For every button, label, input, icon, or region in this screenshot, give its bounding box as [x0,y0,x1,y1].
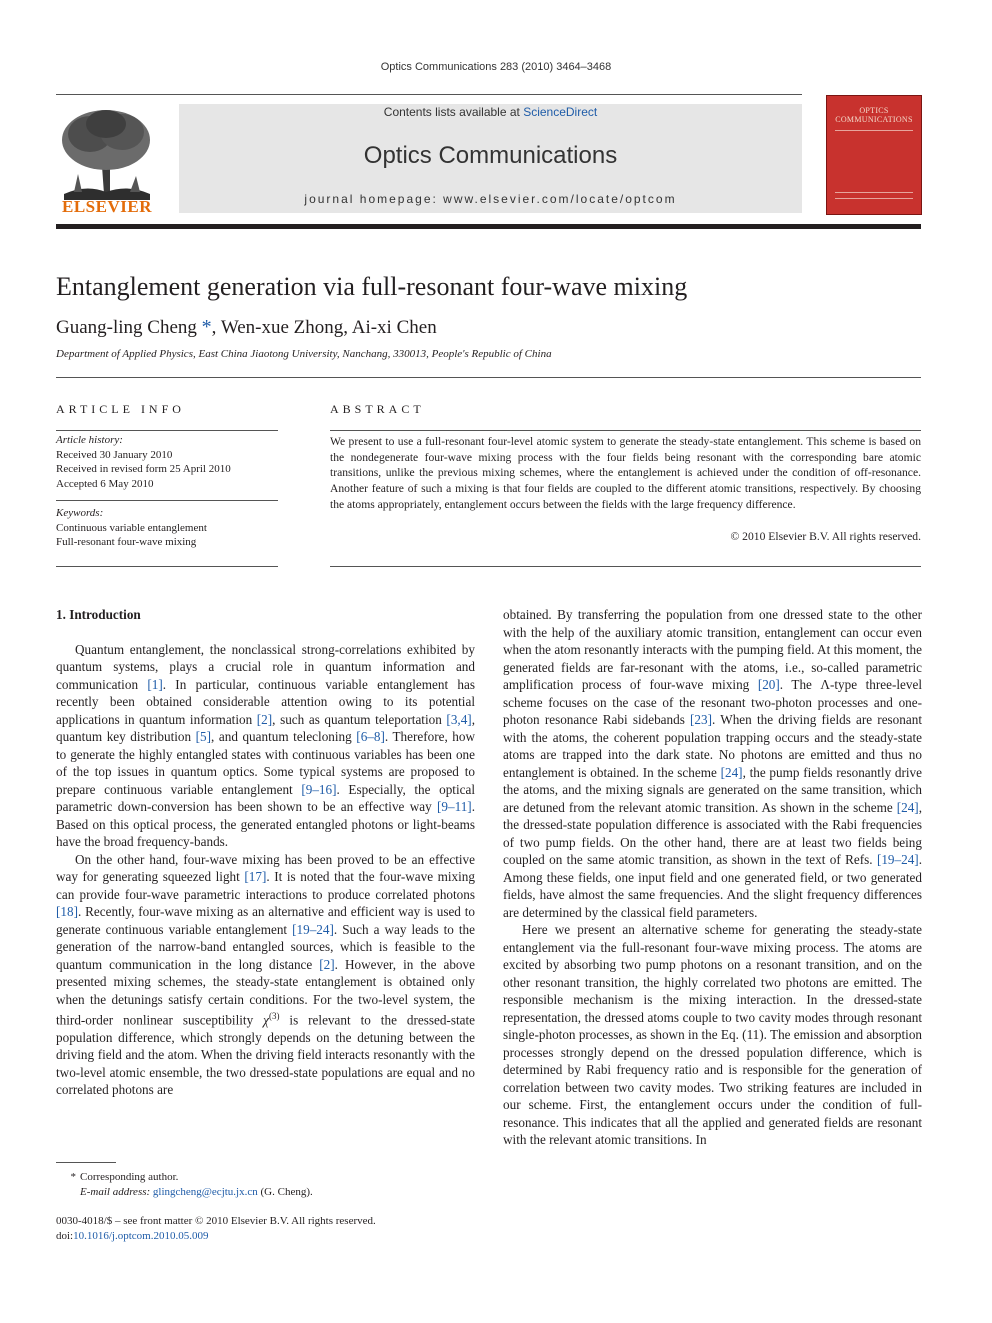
abstract-heading: ABSTRACT [330,402,425,416]
citation-link[interactable]: [9–11] [437,799,472,814]
keywords: Keywords: Continuous variable entanglement Full-resonant four-wave mixing [56,507,207,548]
journal-cover-thumbnail: OPTICS COMMUNICATIONS [826,95,922,215]
doi-line: doi:10.1016/j.optcom.2010.05.009 [56,1229,209,1242]
article-history: Article history: Received 30 January 2010 Received in revised form 25 April 2010 Accepted 6 May 2010 [56,434,231,490]
corresponding-author-marker[interactable]: * [201,316,212,338]
citation-link[interactable]: [2] [256,711,273,727]
publisher-wordmark: ELSEVIER [62,197,152,216]
body-paragraph: obtained. By transferring the population from one dressed state to the other with the help of the auxiliary atomic transition, entanglement can occur even when the atom resonantly interacts with the pumping field. At this moment, the generated fields are far-resonant with the atoms, i.e., so-called parametric amplification process of four-wave mixing [20]. The Λ-type three-level scheme focuses on the case of the resonant two-photon processes and one-photon resonance Rabi sidebands [23]. When the driving fields are resonant with the atoms, the coherent population trapping occurs and the steady-state atoms are trapped into the dark state. No photons are emitted and thus no entanglement is obtained. In the scheme [24], the pump fields resonantly drive the atoms, and the mixing signals are generated on the same transition, which are detuned from the relevant atomic transition. As shown in the scheme [24], the dressed-state population difference is associated with the Rabi frequencies of two pump fields. On the other hand, there are at least two fields being coupled on the same atomic transition, as shown in the text of Refs. [19–24]. Among these fields, one input field and one generated field, or two generated fields, have almost the same frequencies. And the slight frequency differences are determined by the classical field parameters. [503,607,922,920]
divider [56,430,278,431]
history-accepted: Accepted 6 May 2010 [56,477,154,490]
header-top-rule [56,94,802,95]
citation-link[interactable]: [3,4] [446,711,472,727]
header-thick-rule [56,224,921,229]
citation-link[interactable]: [20] [757,677,780,692]
citation-link[interactable]: [24] [896,799,919,815]
footnote-marker: * [70,1171,76,1183]
email-link[interactable]: glingcheng@ecjtu.jx.cn [152,1186,258,1198]
citation-link[interactable]: [5] [195,729,212,744]
divider [330,566,921,567]
front-matter [56,1214,376,1243]
journal-banner [179,104,802,213]
author-list: Guang-ling Cheng *, Wen-xue Zhong, Ai-xi Chen [56,316,437,338]
contents-line: Contents lists available at ScienceDirect [383,105,598,119]
article-info-heading: ARTICLE INFO [56,402,185,416]
citation-link[interactable]: [17] [244,869,267,884]
history-received: Received 30 January 2010 [56,448,173,461]
history-revised: Received in revised form 25 April 2010 [56,463,231,475]
body-paragraph: Quantum entanglement, the nonclassical strong-correlations exhibited by quantum systems, plays a crucial role in quantum information and communication [1]. In particular, continuous variable entanglement has recently been obtained considerable attention owing to its potential applications in quantum information [2], such as quantum teleportation [3,4], quantum key distribution [5], and quantum telecloning [6–8]. Therefore, how to generate the highly entangled states with continuous variables has been one of the top issues in quantum optics. Some typical systems are proposed to prepare continuous variable entanglement [9–16]. Especially, the optical parametric down-conversion has been shown to be an effective way [9–11]. Based on this optical process, the generated entangled photons or light-beams have the broad frequency-bands. [56,641,476,849]
abstract-copyright: © 2010 Elsevier B.V. All rights reserved. [730,530,921,543]
citation-link[interactable]: [9–16] [301,781,337,797]
body-paragraph: Here we present an alternative scheme for generating the steady-state entanglement via the full-resonant four-wave mixing process. The atoms are excited by absorbing two pump photons on a resonant transition, and on the other resonant transition, the highly correlated two photons are emitted. The responsible mechanism is the mixing interaction. In the dressed-state representation, the dressed atoms couple to two cavity modes through resonant single-photon processes, as shown in the Eq. (11). The emission and absorption processes strongly depend on the dressed population difference, which is determined by Rabi frequency ratio and is responsible for the generation of correlation between two cavity modes. Two striking features are included in our scheme. First, the entanglement occurs under the condition of full-resonance. This indicates that all the applied and generated fields are resonant with the relevant atomic transitions. In [503,922,923,1147]
chi-superscript: (3) [268,1011,280,1021]
divider [56,500,278,501]
citation-link[interactable]: [24] [720,764,743,780]
citation-link[interactable]: [23] [690,712,713,727]
body-paragraph: On the other hand, four-wave mixing has been proved to be an effective way for generating squeezed light [17]. It is noted that the four-wave mixing can provide four-wave parametric interactions to produce correlated photons [18]. Recently, four-wave mixing as an alternative and efficient way is used to generate continuous variable entanglement [19–24]. Such a way leads to the generation of the narrow-band entangled sources, which is feasible to the quantum communication in the long distance [2]. However, in the above presented mixing schemes, the steady-state entanglement is obtained only when the detunings satisfy certain conditions. For the two-level system, the third-order nonlinear susceptibility $\chi^{(3)}$ is relevant to the dressed-state population difference, which strongly depends on the detuning between the driving field and the atom. When the driving field interacts resonantly with the two-level atomic ensemble, the two dressed-state populations are equal and no correlated photons are [56,851,475,1098]
journal-title: Optics Communications [363,142,618,169]
keyword: Full-resonant four-wave mixing [56,536,197,548]
divider [330,430,921,431]
affiliation: Department of Applied Physics, East China Jiaotong University, Nanchang, 330013, People's Republic of China [56,348,552,360]
divider [56,377,921,378]
divider [56,566,278,567]
footnote-rule [56,1162,116,1163]
doi-link[interactable]: 10.1016/j.optcom.2010.05.009 [73,1229,209,1242]
citation-link[interactable]: [2] [319,956,335,972]
keyword: Continuous variable entanglement [56,521,207,534]
citation-link[interactable]: [1] [147,676,163,692]
citation-link[interactable]: [19–24] [876,852,919,867]
chi-symbol: χ [263,1012,269,1028]
footnote: * Corresponding author. E-mail address: glingcheng@ecjtu.jx.cn (G. Cheng). [56,1170,313,1200]
journal-homepage[interactable]: journal homepage: www.elsevier.com/locate/optcom [304,192,677,206]
journal-reference: Optics Communications 283 (2010) 3464–3468 [380,61,612,73]
issn-line: 0030-4018/$ – see front matter © 2010 Elsevier B.V. All rights reserved. [56,1215,376,1227]
citation-link[interactable]: [6–8] [356,729,385,744]
citation-link[interactable]: [18] [56,904,78,919]
abstract-text: We present to use a full-resonant four-level atomic system to generate the steady-state entanglement. This scheme is based on the nondegenerate four-wave mixing process with the four fields being resonant with the corresponding bare atomic transitions, unlike the previous mixing schemes, where the entanglement is achieved under the condition of off-resonance. Another feature of such a mixing is that four fields are coupled to the different atomic transitions, respectively. By choosing the atoms appropriately, entanglement occurs between the fields with the large frequency difference. [330,435,921,511]
section-heading: 1. Introduction [56,607,141,622]
citation-link[interactable]: [19–24] [292,921,334,937]
body-column-left [56,606,475,1099]
body-column-right [503,606,922,1149]
paper-title: Entanglement generation via full-resonant four-wave mixing [56,272,688,301]
sciencedirect-link[interactable]: ScienceDirect [523,105,598,119]
